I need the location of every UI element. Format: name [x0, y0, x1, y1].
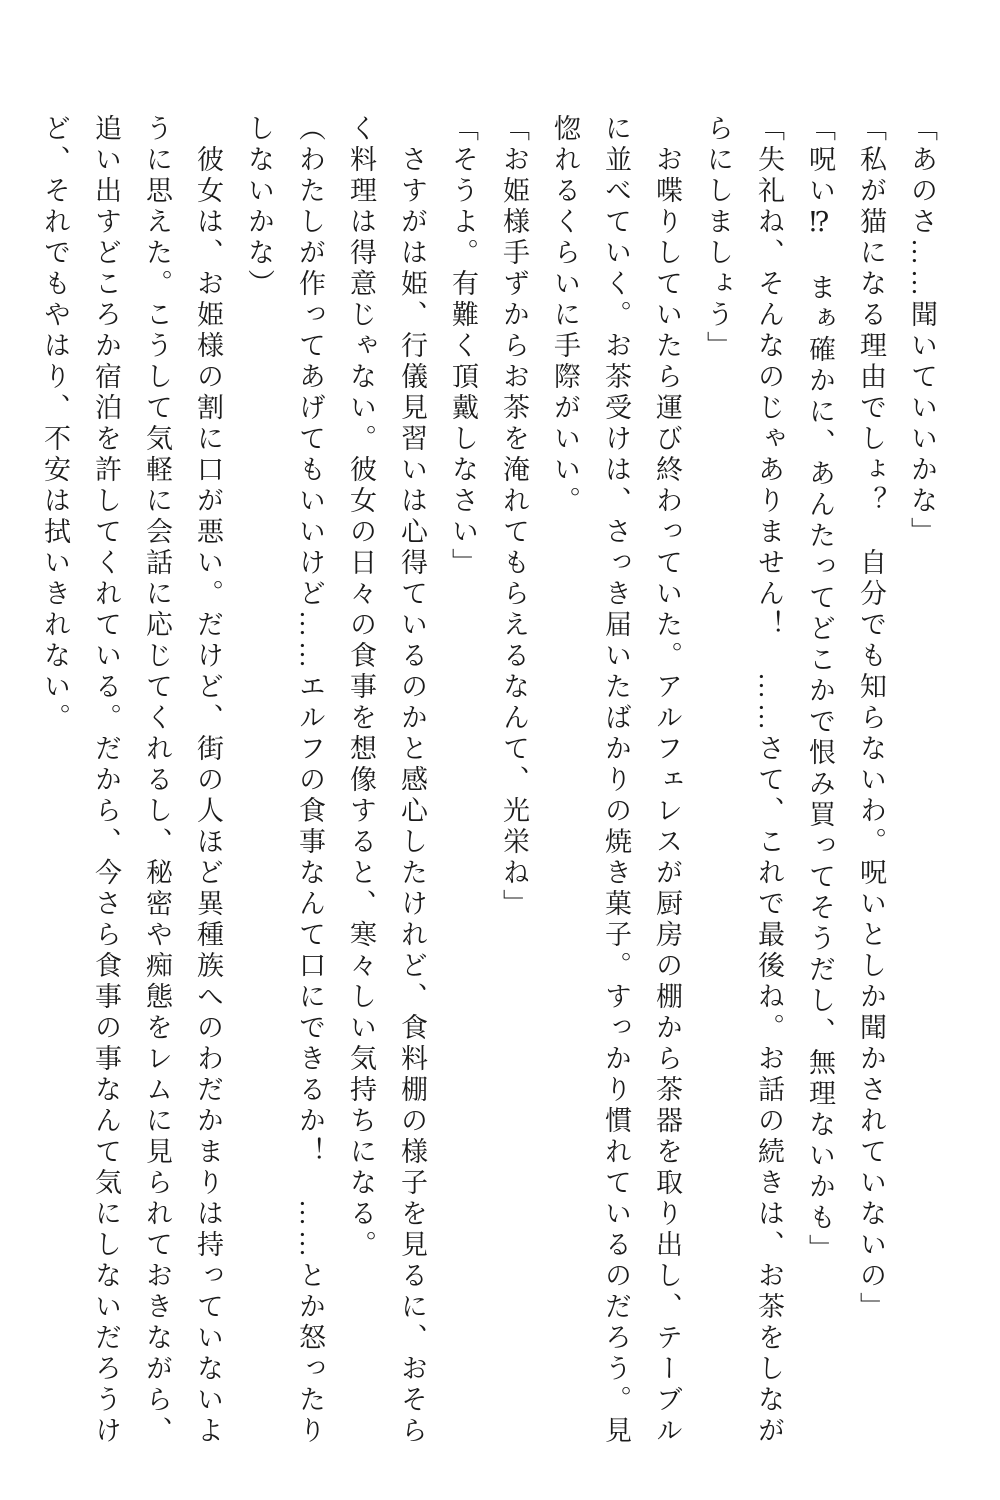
narration-paragraph-1: お喋りしていたら運び終わっていた。アルフェレスが厨房の棚から茶器を取り出し、テーブルに並べていく。お茶受けは、さっき届いたばかりの焼き菓子。すっかり慣れているのだろう。見惚れるくらいに手際がいい。 — [550, 114, 682, 1447]
narration-paragraph-2: さすがは姫、行儀見習いは心得ているのかと感心したけれど、食料棚の様子を見るに、おそらく料理は得意じゃない。彼女の日々の食事を想像すると、寒々しい気持ちになる。 — [346, 114, 427, 1447]
dialogue-line-5: 「お姫様手ずからお茶を淹れてもらえるなんて、光栄ね」 — [499, 114, 529, 920]
dialogue-line-3: 「呪い⁉ まぁ確かに、あんたってどこかで恨み買ってそうだし、無理ないかも」 — [805, 114, 835, 1265]
narration-paragraph-3: 彼女は、お姫様の割に口が悪い。だけど、街の人ほど異種族へのわだかまりは持っていないように思えた。こうして気軽に会話に応じてくれるし、秘密や痴態をレムに見られておきながら、追い出すどころか宿泊を許してくれている。だから、今さら食事の事なんて気にしないだろうけど、それでもやはり、不安は拭いきれない。 — [40, 114, 223, 1447]
dialogue-line-1: 「あのさ……聞いていいかな」 — [907, 114, 937, 548]
dialogue-line-4: 「失礼ね、そんなのじゃありません！ ……さて、これで最後ね。お話の続きは、お茶をしながらにしましょう」 — [703, 114, 784, 1447]
inner-thought-paragraph: （わたしが作ってあげてもいいけど……エルフの食事なんて口にできるか！ ……とか怒ったりしないかな） — [244, 114, 325, 1447]
page-text-body — [29, 114, 947, 1459]
dialogue-line-6: 「そうよ。有難く頂戴しなさい」 — [448, 114, 478, 579]
dialogue-line-2: 「私が猫になる理由でしょ？ 自分でも知らないわ。呪いとしか聞かされていないの」 — [856, 114, 886, 1323]
